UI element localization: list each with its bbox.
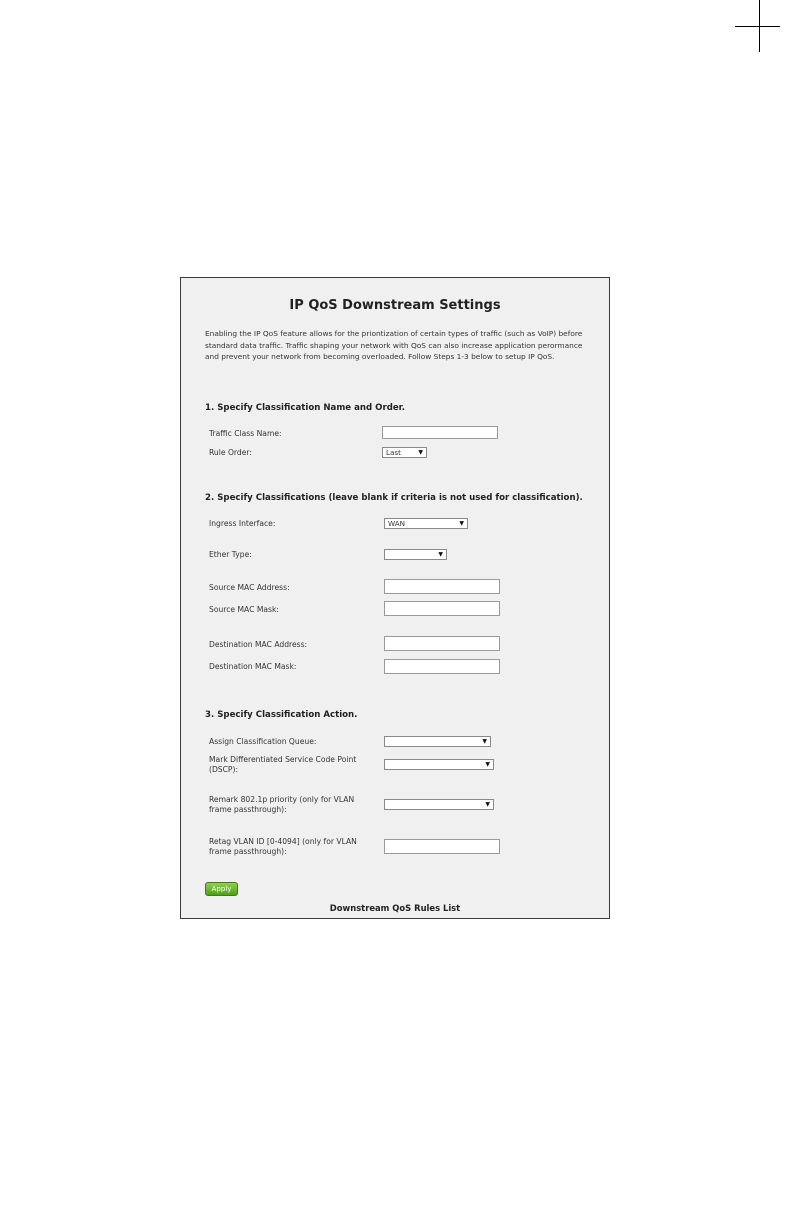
section-3-title: 3. Specify Classification Action.: [205, 710, 358, 720]
rule-order-select[interactable]: [382, 447, 427, 458]
ether-type-select[interactable]: [384, 549, 447, 560]
rules-list-title: Downstream QoS Rules List: [329, 903, 461, 913]
page-title: IP QoS Downstream Settings: [289, 298, 501, 313]
traffic-class-name-input[interactable]: [382, 426, 498, 439]
destination-mac-address-label: Destination MAC Address:: [209, 640, 308, 649]
source-mac-mask-input[interactable]: [384, 601, 500, 616]
dropdown-arrow-icon: ▼: [418, 449, 423, 456]
qos-settings-panel: [180, 277, 610, 919]
source-mac-address-label: Source MAC Address:: [209, 583, 290, 592]
ingress-interface-value: WAN: [388, 519, 406, 528]
apply-button[interactable]: Apply: [205, 882, 238, 896]
retag-vlan-id-input[interactable]: [384, 839, 500, 854]
crop-mark-horizontal: [735, 26, 780, 27]
traffic-class-name-label: Traffic Class Name:: [209, 429, 282, 438]
dropdown-arrow-icon: ▼: [482, 738, 487, 745]
dropdown-arrow-icon: ▼: [485, 801, 490, 808]
dropdown-arrow-icon: ▼: [459, 520, 464, 527]
rule-order-label: Rule Order:: [209, 448, 252, 457]
assign-classification-queue-label: Assign Classification Queue:: [209, 737, 317, 746]
destination-mac-mask-label: Destination MAC Mask:: [209, 662, 297, 671]
classification-queue-select[interactable]: [384, 736, 491, 747]
source-mac-mask-label: Source MAC Mask:: [209, 605, 279, 614]
rule-order-value: Last: [386, 448, 401, 457]
crop-mark-vertical: [759, 0, 760, 52]
remark-8021p-select[interactable]: [384, 799, 494, 810]
dscp-select[interactable]: [384, 759, 494, 770]
section-2-title: 2. Specify Classifications (leave blank if criteria is not used for classification).: [205, 493, 583, 503]
dscp-label: Mark Differentiated Service Code Point (DSCP):: [209, 755, 357, 774]
ingress-interface-select[interactable]: [384, 518, 468, 529]
destination-mac-mask-input[interactable]: [384, 659, 500, 674]
source-mac-address-input[interactable]: [384, 579, 500, 594]
intro-text: Enabling the IP QoS feature allows for the priontization of certain types of traffic (such as VoIP) before standard data traffic. Traffic shaping your network with QoS can also increase application perormance and prevent your network from becoming overloaded. Follow Steps 1-3 below to setup IP QoS.: [205, 329, 583, 361]
retag-vlan-id-label: Retag VLAN ID [0-4094] (only for VLAN frame passthrough):: [209, 837, 357, 856]
section-1-title: 1. Specify Classification Name and Order.: [205, 403, 405, 413]
destination-mac-address-input[interactable]: [384, 636, 500, 651]
dropdown-arrow-icon: ▼: [438, 551, 443, 558]
dropdown-arrow-icon: ▼: [485, 761, 490, 768]
remark-8021p-label: Remark 802.1p priority (only for VLAN frame passthrough):: [209, 795, 355, 814]
ingress-interface-label: Ingress Interface:: [209, 519, 276, 528]
ether-type-label: Ether Type:: [209, 550, 252, 559]
